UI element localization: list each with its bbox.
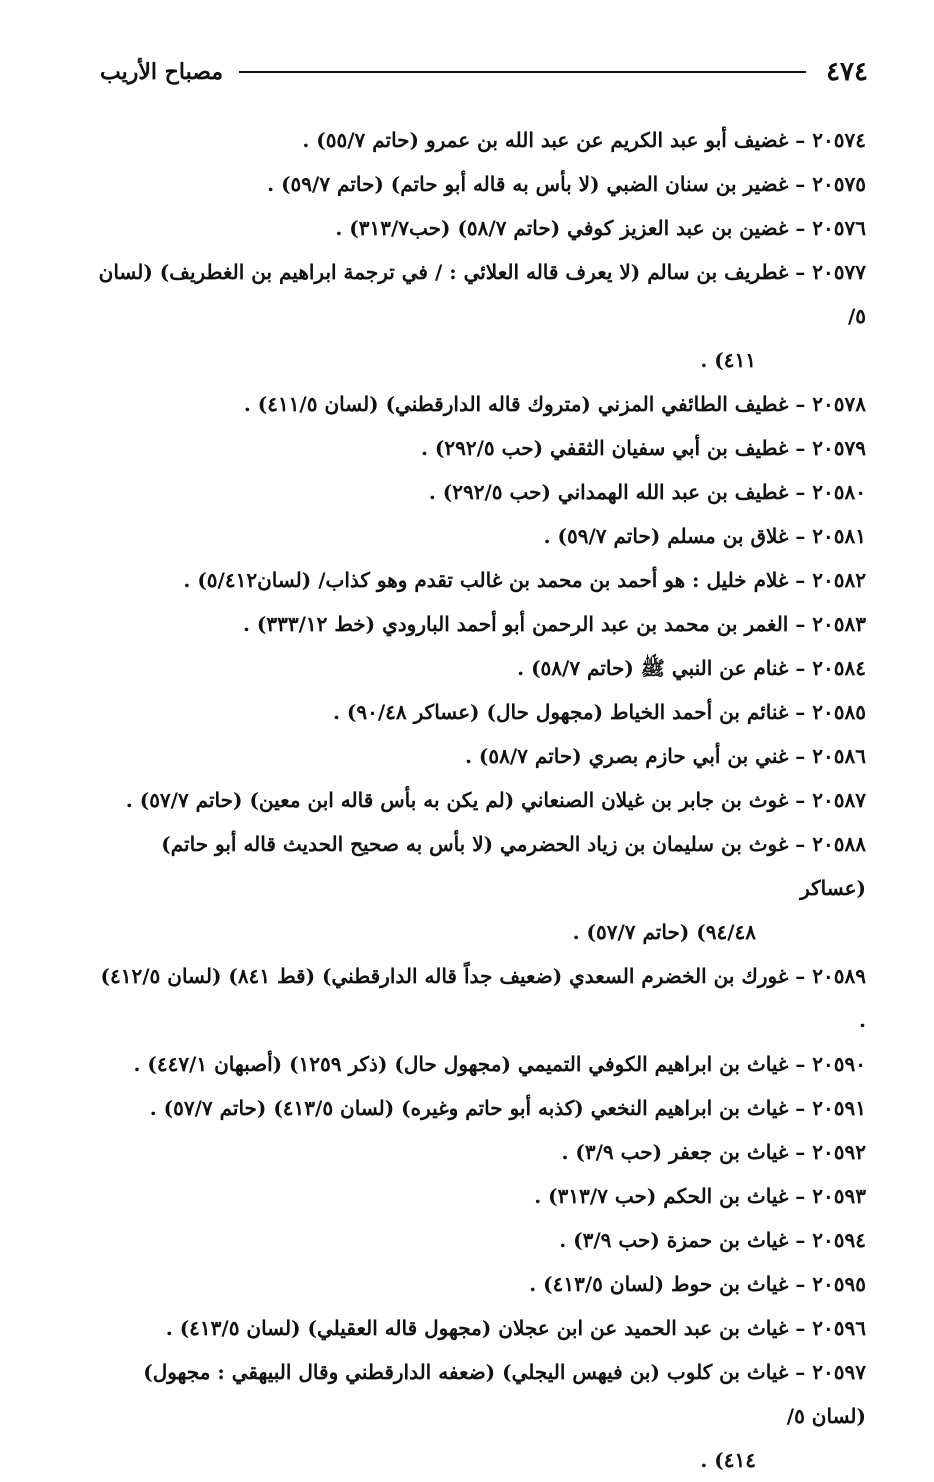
- entry-text: ٢٠٥٩٠ – غياث بن ابراهيم الكوفي التميمي (مجهول حال) (ذكر ١٢٥٩) (أصبهان ٤٤٧/١) .: [133, 1052, 866, 1076]
- entry-20574: [96, 118, 866, 162]
- entry-text: ٢٠٥٨٣ – الغمر بن محمد بن عبد الرحمن أبو أحمد البارودي (خط ٣٣٣/١٢) .: [242, 612, 866, 636]
- entry-text: ٢٠٥٩٧ – غياث بن كلوب (بن فيهس اليجلي) (ضعفه الدارقطني وقال البيهقي : مجهول) (لسان ٥/: [143, 1360, 866, 1428]
- entry-text: ٢٠٥٨٢ – غلام خليل : هو أحمد بن محمد بن غالب تقدم وهو كذاب/ (لسان٥/٤١٢) .: [183, 568, 866, 592]
- entry-20597: [96, 1350, 866, 1482]
- entry-20578: [96, 382, 866, 426]
- entry-20587: [96, 778, 866, 822]
- entry-list: [96, 118, 866, 1482]
- page-number: ٤٧٤: [826, 57, 868, 87]
- entry-20579: [96, 426, 866, 470]
- entry-text: ٢٠٥٨٥ – غنائم بن أحمد الخياط (مجهول حال) (عساكر ٩٠/٤٨) .: [333, 700, 866, 724]
- entry-20593: [96, 1174, 866, 1218]
- entry-text: ٢٠٥٨٨ – غوث بن سليمان بن زياد الحضرمي (لا بأس به صحيح الحديث قاله أبو حاتم) (عساكر: [161, 832, 866, 900]
- entry-20590: [96, 1042, 866, 1086]
- entry-20582: [96, 558, 866, 602]
- entry-text: ٢٠٥٧٧ – غطريف بن سالم (لا يعرف قاله العلائي : / في ترجمة ابراهيم بن الغطريف) (لسان ٥/: [98, 260, 866, 328]
- entry-text: ٢٠٥٧٦ – غضين بن عبد العزيز كوفي (حاتم ٥٨/٧) (حب٣١٣/٧) .: [335, 216, 866, 240]
- entry-20576: [96, 206, 866, 250]
- entry-20586: [96, 734, 866, 778]
- entry-20585: [96, 690, 866, 734]
- entry-text: ٢٠٥٧٥ – غضير بن سنان الضبي (لا بأس به قاله أبو حاتم) (حاتم ٥٩/٧) .: [267, 172, 866, 196]
- entry-text: ٢٠٥٧٨ – غطيف الطائفي المزني (متروك قاله الدارقطني) (لسان ٤١١/٥) .: [243, 392, 866, 416]
- entry-text: ٢٠٥٧٤ – غضيف أبو عبد الكريم عن عبد الله بن عمرو (حاتم ٥٥/٧) .: [302, 128, 866, 152]
- entry-20589: [96, 954, 866, 1042]
- entry-text: ٢٠٥٩٦ – غياث بن عبد الحميد عن ابن عجلان (مجهول قاله العقيلي) (لسان ٤١٣/٥) .: [165, 1316, 866, 1340]
- entry-20583: [96, 602, 866, 646]
- entry-text: ٢٠٥٩٥ – غياث بن حوط (لسان ٤١٣/٥) .: [529, 1272, 866, 1296]
- entry-text: ٢٠٥٧٩ – غطيف بن أبي سفيان الثقفي (حب ٢٩٢/٥) .: [420, 436, 866, 460]
- entry-20584: [96, 646, 866, 690]
- entry-20577: [96, 250, 866, 382]
- entry-text: ٢٠٥٨٩ – غورك بن الخضرم السعدي (ضعيف جداً قاله الدارقطني) (قط ٨٤١) (لسان ٤١٢/٥) .: [100, 964, 866, 1032]
- entry-20575: [96, 162, 866, 206]
- entry-20580: [96, 470, 866, 514]
- entry-20591: [96, 1086, 866, 1130]
- entry-text: ٢٠٥٨٠ – غطيف بن عبد الله الهمداني (حب ٢٩٢/٥) .: [428, 480, 866, 504]
- entry-text: ٢٠٥٩١ – غياث بن ابراهيم النخعي (كذبه أبو حاتم وغيره) (لسان ٤١٣/٥) (حاتم ٥٧/٧) .: [149, 1096, 866, 1120]
- entry-20594: [96, 1218, 866, 1262]
- entry-text: ٢٠٥٩٣ – غياث بن الحكم (حب ٣١٣/٧) .: [534, 1184, 866, 1208]
- entry-text: ٢٠٥٨٤ – غنام عن النبي ﷺ (حاتم ٥٨/٧) .: [517, 656, 866, 680]
- book-title: مصباح الأريب: [100, 59, 224, 85]
- entry-20596: [96, 1306, 866, 1350]
- entry-text: ٢٠٥٩٤ – غياث بن حمزة (حب ٣/٩) .: [559, 1228, 866, 1252]
- entry-continuation: ٤١١) .: [700, 348, 756, 372]
- entry-20581: [96, 514, 866, 558]
- entry-continuation: ٤١٤) .: [700, 1448, 756, 1472]
- entry-20592: [96, 1130, 866, 1174]
- entry-20588: [96, 822, 866, 954]
- entry-20595: [96, 1262, 866, 1306]
- entry-text: ٢٠٥٩٢ – غياث بن جعفر (حب ٣/٩) .: [561, 1140, 866, 1164]
- entry-text: ٢٠٥٨٧ – غوث بن جابر بن غيلان الصنعاني (لم يكن به بأس قاله ابن معين) (حاتم ٥٧/٧) .: [125, 788, 866, 812]
- entry-text: ٢٠٥٨١ – غلاق بن مسلم (حاتم ٥٩/٧) .: [543, 524, 866, 548]
- entry-text: ٢٠٥٨٦ – غني بن أبي حازم بصري (حاتم ٥٨/٧) .: [465, 744, 866, 768]
- entry-continuation: ٩٤/٤٨) (حاتم ٥٧/٧) .: [572, 920, 756, 944]
- page-header: [100, 52, 868, 92]
- header-rule: [239, 71, 806, 73]
